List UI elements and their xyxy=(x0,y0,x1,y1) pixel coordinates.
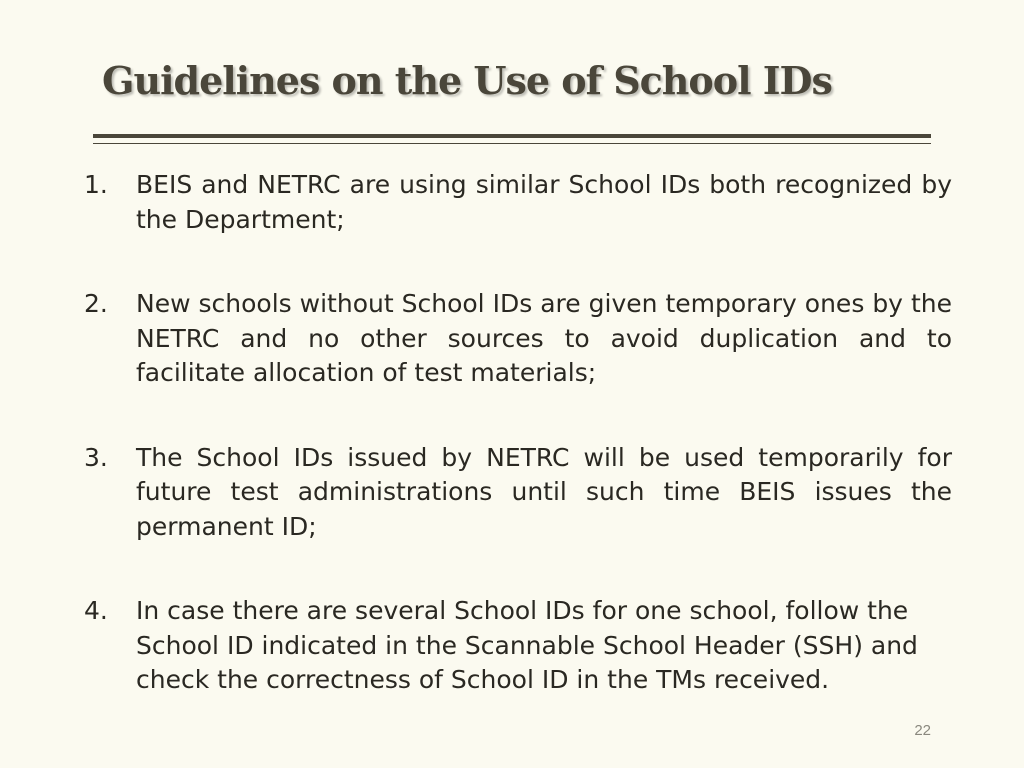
list-item-2 xyxy=(84,287,952,391)
list-item-4 xyxy=(84,594,952,698)
list-item-text: In case there are several School IDs for one school, follow the School ID indicated in the Scannable School Header (SSH) and check the correctness of School ID in the TMs received. xyxy=(136,596,918,694)
list-item-number: 2. xyxy=(84,289,108,318)
list-item-3 xyxy=(84,441,952,545)
list-item-text: BEIS and NETRC are using similar School IDs both recognized by the Department; xyxy=(136,170,952,234)
list-item-text: New schools without School IDs are given temporary ones by the NETRC and no other sources to avoid duplication and to facilitate allocation of test materials; xyxy=(136,289,952,387)
guidelines-list xyxy=(84,168,952,698)
list-item-number: 4. xyxy=(84,596,108,625)
title-rule-thick xyxy=(93,134,931,138)
slide-title: Guidelines on the Use of School IDs xyxy=(102,58,832,103)
list-item-number: 1. xyxy=(84,170,108,199)
list-item-text: The School IDs issued by NETRC will be used temporarily for future test administrations until such time BEIS issues the permanent ID; xyxy=(136,442,952,541)
title-rule-thin xyxy=(93,143,931,144)
list-item-1 xyxy=(84,168,952,237)
list-item-number: 3. xyxy=(84,442,108,472)
page-number: 22 xyxy=(914,722,931,739)
